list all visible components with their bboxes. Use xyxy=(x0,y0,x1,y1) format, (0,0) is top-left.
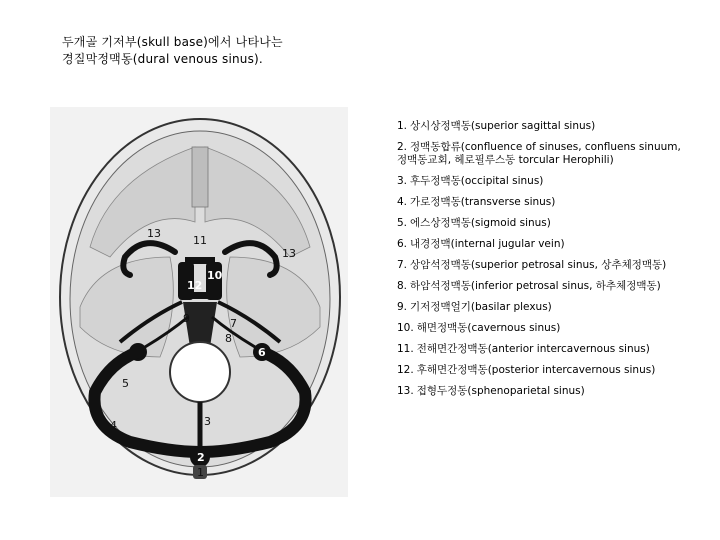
legend-item-number: 3. xyxy=(397,175,408,187)
legend-item-text: 상암석정맥동(superior petrosal sinus, 상추체정맥동) xyxy=(410,259,667,271)
legend-item-number: 2. xyxy=(397,141,408,153)
legend-item xyxy=(397,343,687,356)
legend-item-number: 7. xyxy=(397,259,408,271)
callout-11: 11 xyxy=(193,234,207,247)
callout-7: 7 xyxy=(230,317,237,330)
legend-item-number: 1. xyxy=(397,120,408,132)
skull-base-illustration xyxy=(50,107,348,497)
callout-4: 4 xyxy=(110,419,117,432)
callout-1: 1 xyxy=(197,466,204,479)
callout-2: 2 xyxy=(197,451,205,464)
legend-item-number: 13. xyxy=(397,385,414,397)
legend-item-text: 상시상정맥동(superior sagittal sinus) xyxy=(410,120,596,132)
legend-item xyxy=(397,196,687,209)
legend-item xyxy=(397,364,687,377)
legend-item-text: 전해면간정맥동(anterior intercavernous sinus) xyxy=(416,343,650,355)
legend-item xyxy=(397,141,687,167)
legend-item-number: 10. xyxy=(397,322,414,334)
legend-item-text: 정맥동합류(confluence of sinuses, confluens sinuum, 정맥동교회, 헤로필루스동 torcular Herophili) xyxy=(397,141,681,166)
skull-base-svg xyxy=(50,107,348,497)
callout-10: 10 xyxy=(207,269,223,282)
callout-13-right: 13 xyxy=(282,247,296,260)
legend-item-text: 에스상정맥동(sigmoid sinus) xyxy=(410,217,551,229)
legend-item xyxy=(397,301,687,314)
callout-3: 3 xyxy=(204,415,211,428)
callout-12: 12 xyxy=(187,279,203,292)
legend-item xyxy=(397,280,687,293)
callout-5: 5 xyxy=(122,377,129,390)
posterior-intercavernous-sinus xyxy=(185,292,215,299)
legend-item-text: 접형두정동(sphenoparietal sinus) xyxy=(416,385,585,397)
callout-6: 6 xyxy=(258,346,266,359)
legend-item xyxy=(397,238,687,251)
legend-item-number: 6. xyxy=(397,238,408,250)
callout-13-left: 13 xyxy=(147,227,161,240)
page-title xyxy=(62,34,392,68)
legend-item-text: 후두정맥동(occipital sinus) xyxy=(410,175,544,187)
legend-item-text: 기저정맥얼기(basilar plexus) xyxy=(410,301,552,313)
legend-item-number: 9. xyxy=(397,301,408,313)
legend-item xyxy=(397,217,687,230)
foramen-magnum xyxy=(170,342,230,402)
legend-item-text: 내경정맥(internal jugular vein) xyxy=(410,238,565,250)
legend-item-text: 해면정맥동(cavernous sinus) xyxy=(416,322,561,334)
legend-item-text: 하암석정맥동(inferior petrosal sinus, 하추체정맥동) xyxy=(410,280,661,292)
title-line-2: 경질막정맥동(dural venous sinus). xyxy=(62,52,263,66)
legend-item-number: 8. xyxy=(397,280,408,292)
legend-item-text: 후해면간정맥동(posterior intercavernous sinus) xyxy=(416,364,656,376)
anterior-intercavernous-sinus xyxy=(185,257,215,264)
legend-item xyxy=(397,385,687,398)
legend-item-number: 4. xyxy=(397,196,408,208)
callout-9: 9 xyxy=(183,312,190,325)
sinus-legend xyxy=(397,120,687,406)
crista-galli xyxy=(192,147,208,207)
title-line-1: 두개골 기저부(skull base)에서 나타나는 xyxy=(62,35,283,49)
legend-item-number: 5. xyxy=(397,217,408,229)
legend-item-number: 12. xyxy=(397,364,414,376)
legend-item-number: 11. xyxy=(397,343,414,355)
legend-item xyxy=(397,259,687,272)
callout-8: 8 xyxy=(225,332,232,345)
legend-item xyxy=(397,322,687,335)
legend-item-text: 가로정맥동(transverse sinus) xyxy=(410,196,556,208)
legend-item xyxy=(397,120,687,133)
legend-item xyxy=(397,175,687,188)
